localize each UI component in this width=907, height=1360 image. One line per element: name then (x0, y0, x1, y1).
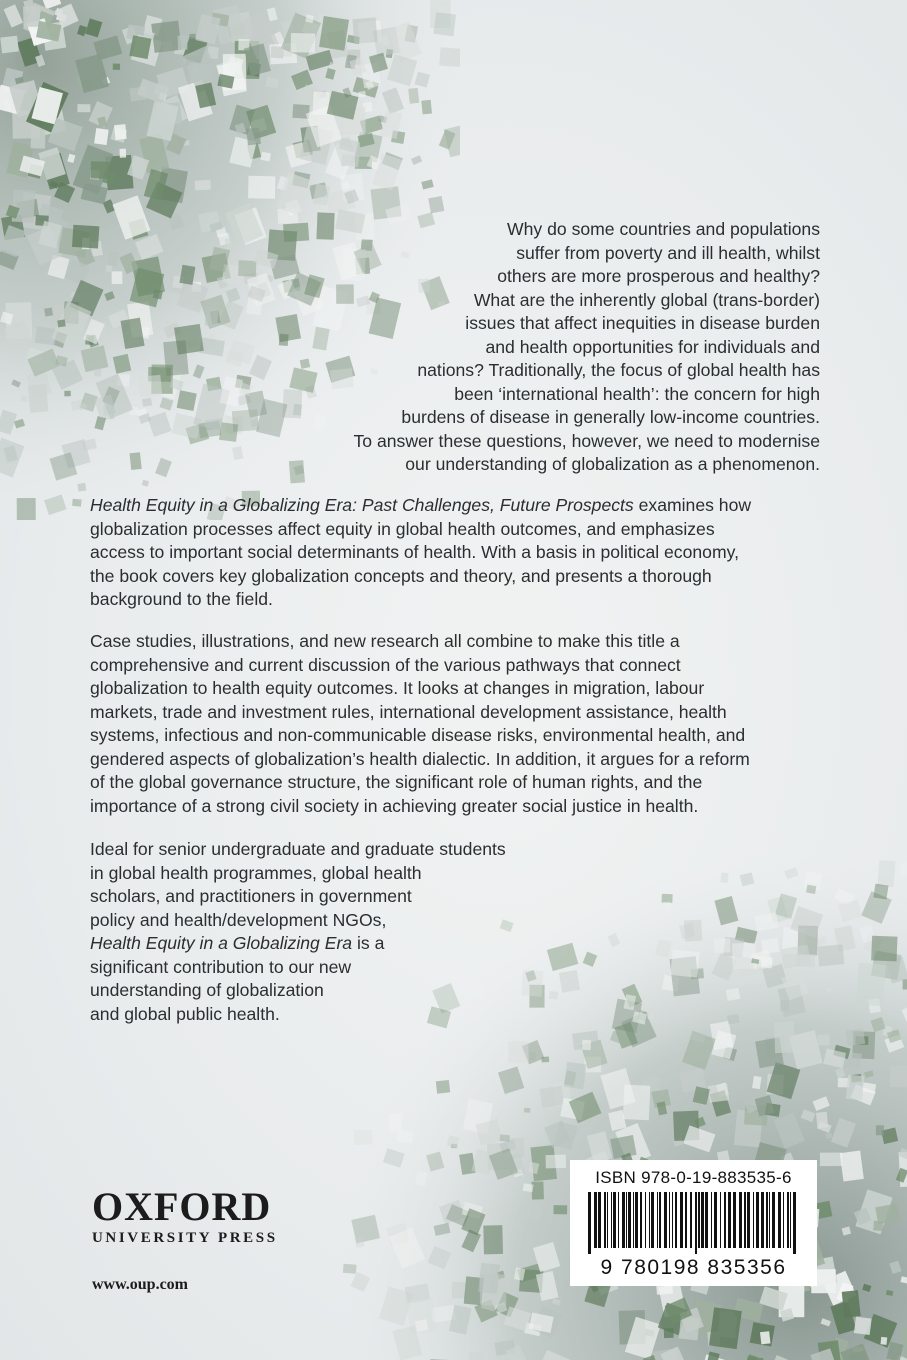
city-building (679, 1316, 700, 1340)
barcode-bar (720, 1192, 721, 1248)
city-building (439, 47, 460, 67)
para3-line: policy and health/development NGOs, (90, 909, 387, 930)
city-building (846, 1075, 865, 1101)
city-building (270, 46, 283, 58)
city-building (582, 1040, 591, 1051)
barcode-bar (659, 1192, 661, 1248)
barcode-bar (733, 1192, 736, 1248)
barcode-bar (724, 1192, 726, 1248)
city-building (151, 21, 181, 53)
publisher-name: OXFORD (92, 1184, 272, 1229)
city-building (343, 1264, 357, 1274)
city-building (760, 1331, 770, 1344)
city-building (178, 35, 188, 50)
barcode-bar (622, 1192, 625, 1248)
city-building (478, 1263, 500, 1294)
barcode-bar (739, 1192, 742, 1248)
barcode-bar (766, 1192, 768, 1248)
city-building (408, 88, 419, 104)
isbn-label: ISBN 978-0-19-883535-6 (595, 1168, 792, 1187)
city-building (94, 368, 101, 376)
description-paragraph-2 (90, 630, 770, 818)
barcode-bar (695, 1192, 697, 1254)
description-paragraph-3 (90, 838, 770, 1026)
intro-paragraph (240, 218, 820, 477)
city-building (520, 1203, 541, 1220)
city-building (433, 12, 456, 36)
book-title-italic: Health Equity in a Globalizing Era: Past Challenges, Future Prospects (90, 495, 634, 515)
para1-first-line (90, 494, 770, 518)
city-building (114, 124, 127, 140)
barcode-bar (783, 1192, 784, 1248)
city-building (341, 154, 360, 168)
city-building (389, 1114, 402, 1131)
barcode-bar (604, 1192, 606, 1248)
barcode-bar (787, 1192, 789, 1248)
barcode-bar (640, 1192, 642, 1248)
city-building (20, 395, 27, 402)
city-building (817, 944, 844, 966)
barcode-bar (793, 1192, 796, 1254)
intro-line: Why do some countries and populations (507, 219, 820, 239)
barcode-bar (628, 1192, 631, 1248)
city-building (842, 1290, 861, 1318)
barcode-bar (594, 1192, 597, 1248)
para2-line: comprehensive and current discussion of the various pathways that connect (90, 654, 681, 675)
city-building (138, 375, 162, 397)
para3-line: in global health programmes, global health (90, 862, 422, 883)
city-building (421, 100, 432, 115)
para3-title-rest: is a (352, 933, 385, 953)
para2-line: gendered aspects of globalization’s health dialectic. In addition, it argues for a reform (90, 748, 750, 769)
description-paragraph-1 (90, 494, 770, 612)
city-building (452, 1282, 467, 1299)
para1-line: access to important social determinants of health. With a basis in political economy, (90, 542, 739, 562)
city-building (174, 324, 204, 355)
barcode-icon (586, 1192, 801, 1254)
city-building (428, 196, 444, 213)
city-building (873, 884, 888, 900)
para1-line: globalization processes affect equity in global health outcomes, and emphasizes (90, 518, 715, 539)
city-building (0, 36, 19, 54)
intro-line: been ‘international health’: the concern for high (454, 383, 820, 404)
para3-line: and global public health. (90, 1003, 280, 1024)
city-building (825, 1133, 832, 1139)
city-building (806, 885, 816, 894)
city-building (532, 1181, 544, 1199)
city-building (540, 1086, 565, 1108)
barcode-bar (744, 1192, 746, 1248)
isbn-barcode-box (570, 1160, 817, 1286)
para2-line: markets, trade and investment rules, international development assistance, health (90, 701, 727, 722)
city-building (205, 307, 219, 327)
city-building (523, 1183, 534, 1192)
barcode-bar (649, 1192, 650, 1248)
city-building (358, 91, 366, 98)
barcode-bar (756, 1192, 759, 1248)
barcode-bar (613, 1192, 616, 1248)
intro-line: nations? Traditionally, the focus of global health has (417, 360, 820, 380)
para3-line: understanding of globalization (90, 980, 324, 1000)
city-building (72, 499, 81, 507)
barcode-bar (711, 1192, 712, 1248)
city-building (817, 1034, 829, 1045)
barcode-bar (664, 1192, 667, 1248)
city-building (354, 1130, 373, 1145)
city-building (774, 1022, 795, 1054)
barcode-bar (611, 1192, 612, 1248)
city-building (77, 104, 90, 112)
city-building (177, 390, 197, 411)
city-building (248, 176, 275, 199)
city-building (112, 271, 123, 284)
barcode-bar (701, 1192, 704, 1248)
para2-line: of the global governance structure, the significant role of human rights, and the (90, 772, 703, 792)
city-building (31, 126, 46, 149)
para3-line: scholars, and practitioners in government (90, 886, 412, 906)
barcode-bar (753, 1192, 754, 1248)
city-building (500, 1134, 511, 1142)
barcode-bar (698, 1192, 700, 1248)
city-building (877, 860, 895, 887)
barcode-bar (790, 1192, 791, 1248)
city-building (17, 498, 36, 520)
barcode-bar (588, 1192, 591, 1254)
city-building (871, 936, 897, 962)
city-building (195, 180, 211, 191)
intro-line: What are the inherently global (trans-border) (473, 289, 820, 310)
intro-line: issues that affect inequities in disease burden (465, 313, 820, 333)
city-building (820, 1153, 842, 1167)
city-building (261, 152, 271, 162)
barcode-bar (680, 1192, 683, 1248)
barcode-bar (618, 1192, 619, 1248)
barcode-bar (626, 1192, 627, 1248)
barcode-bar (761, 1192, 764, 1248)
barcode-bar (714, 1192, 717, 1248)
para1-line: background to the field. (90, 589, 273, 609)
city-building (873, 1221, 883, 1231)
para1-line: the book covers key globalization concepts and theory, and presents a thorough (90, 565, 712, 586)
oxford-university-press-logo (92, 1186, 302, 1247)
barcode-bar (672, 1192, 673, 1248)
city-building (113, 64, 120, 70)
city-building (397, 1131, 413, 1143)
barcode-bar (651, 1192, 654, 1248)
para2-line: globalization to health equity outcomes. It looks at changes in migration, labour (90, 678, 705, 698)
barcode-bar (747, 1192, 750, 1248)
para3-line: Ideal for senior undergraduate and graduate students (90, 839, 506, 859)
city-building (854, 1317, 872, 1335)
city-building (23, 6, 40, 27)
city-building (708, 1084, 730, 1103)
city-building (352, 17, 377, 44)
city-building (664, 1328, 674, 1338)
barcode-bar (607, 1192, 608, 1248)
intro-line: others are more prosperous and healthy? (497, 266, 820, 286)
city-building (524, 1108, 530, 1113)
city-building (546, 1155, 567, 1169)
city-building (130, 452, 142, 470)
city-building (880, 1337, 887, 1345)
city-building (246, 127, 261, 145)
city-building (291, 33, 316, 53)
city-building (483, 1225, 503, 1254)
publisher-subtitle: UNIVERSITY PRESS (92, 1230, 278, 1246)
city-building (508, 1041, 528, 1062)
book-title-italic: Health Equity in a Globalizing Era (90, 933, 353, 953)
barcode-bar (769, 1192, 770, 1248)
city-building (57, 319, 65, 327)
intro-line: To answer these questions, however, we need to modernise (353, 430, 820, 451)
isbn-digits: 9 780198 835356 (600, 1256, 787, 1279)
barcode-bar (657, 1192, 658, 1248)
intro-line: suffer from poverty and ill health, whilst (516, 242, 820, 263)
barcode-bar (633, 1192, 634, 1248)
city-building (826, 987, 833, 992)
city-building (189, 34, 196, 40)
para1-title-rest: examines how (633, 495, 752, 515)
intro-line: burdens of disease in generally low-income countries. (401, 407, 820, 427)
city-building (846, 1028, 865, 1046)
barcode-bar (778, 1192, 781, 1248)
para3-line: significant contribution to our new (90, 956, 352, 977)
city-building (64, 391, 71, 397)
city-building (469, 1352, 484, 1360)
barcode-bar (685, 1192, 687, 1248)
city-building (709, 1307, 742, 1349)
city-building (876, 1125, 884, 1135)
barcode-bar (690, 1192, 692, 1248)
city-building (44, 307, 53, 316)
city-building (120, 149, 127, 158)
city-building (890, 1065, 907, 1087)
city-building (840, 1151, 864, 1182)
city-building (447, 1135, 459, 1147)
city-building (623, 1085, 651, 1121)
para2-line: systems, infectious and non-communicable disease risks, environmental health, and (90, 725, 746, 745)
city-building (129, 35, 151, 59)
barcode-bar (645, 1192, 646, 1248)
para2-line: importance of a strong civil society in achieving greater social justice in health. (90, 795, 699, 816)
publisher-website-link[interactable]: www.oup.com (92, 1276, 189, 1293)
para3-title-line (90, 932, 770, 956)
city-building (77, 483, 86, 492)
barcode-bar (728, 1192, 731, 1248)
city-building (903, 979, 907, 989)
city-building (564, 1062, 587, 1090)
barcode-bar (772, 1192, 775, 1248)
barcode-bar (598, 1192, 601, 1248)
para2-line: Case studies, illustrations, and new research all combine to make this title a (90, 631, 680, 651)
barcode-bar (669, 1192, 670, 1248)
barcode-bar (705, 1192, 708, 1248)
city-building (142, 398, 152, 407)
barcode-bar (675, 1192, 677, 1248)
city-building (72, 225, 99, 249)
intro-line: and health opportunities for individuals and (485, 336, 820, 357)
city-building (436, 1080, 450, 1094)
city-building (553, 1205, 567, 1214)
city-building (225, 238, 234, 250)
city-building (94, 128, 109, 145)
barcode-bar (635, 1192, 638, 1248)
city-building (305, 14, 314, 23)
city-building (105, 265, 112, 273)
city-building (319, 16, 349, 51)
intro-line: our understanding of globalization as a phenomenon. (405, 454, 820, 474)
city-building (856, 963, 886, 1006)
